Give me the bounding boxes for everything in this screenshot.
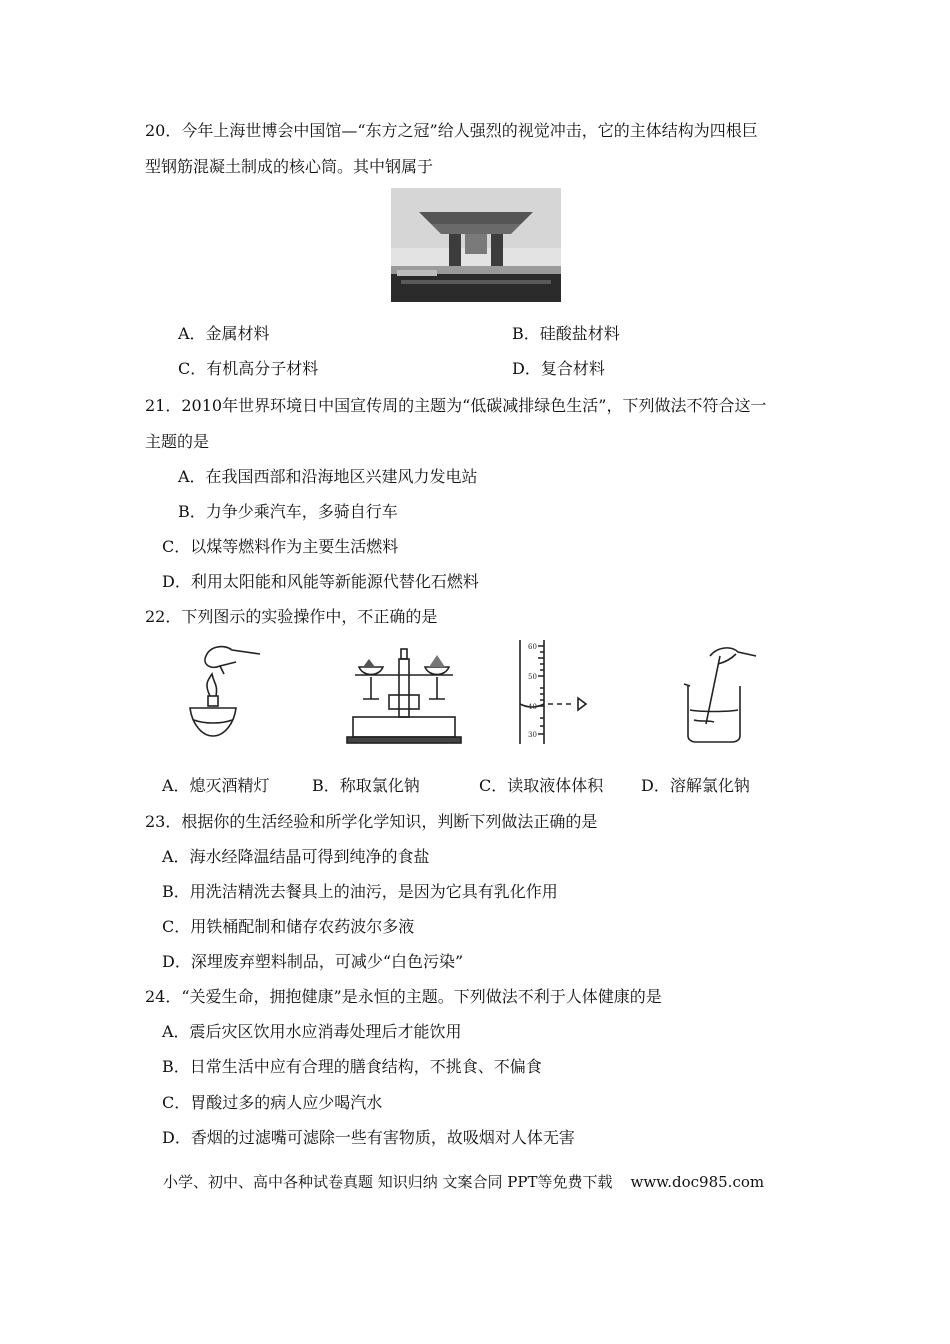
q21-option-c: C．以煤等燃料作为主要生活燃料 [162,537,399,556]
q20-option-d: D．复合材料 [512,359,605,378]
scale-tick-50: 50 [528,673,537,681]
footer-url[interactable]: www.doc985.com [630,1173,765,1191]
q23-stem: 23．根据你的生活经验和所学化学知识，判断下列做法正确的是 [145,812,598,831]
q24-option-b: B．日常生活中应有合理的膳食结构，不挑食、不偏食 [162,1057,542,1076]
q20-stem-line1: 20．今年上海世博会中国馆—“东方之冠”给人强烈的视觉冲击，它的主体结构为四根巨 [145,121,758,140]
q21-stem-line1: 21．2010年世界环境日中国宣传周的主题为“低碳减排绿色生活”，下列做法不符合这一 [145,396,767,415]
q23-option-a: A．海水经降温结晶可得到纯净的食盐 [162,847,430,866]
q24-option-c: C．胃酸过多的病人应少喝汽水 [162,1093,383,1112]
q23-option-c: C．用铁桶配制和储存农药波尔多液 [162,917,415,936]
china-pavilion-photo [391,188,561,302]
q21-option-b: B．力争少乘汽车，多骑自行车 [178,502,398,521]
q23-option-b: B．用洗洁精洗去餐具上的油污，是因为它具有乳化作用 [162,882,558,901]
balance-scale-icon [345,645,463,745]
q24-option-d: D．香烟的过滤嘴可滤除一些有害物质，故吸烟对人体无害 [162,1128,575,1147]
page-footer [163,1171,764,1192]
q22-option-d: D．溶解氯化钠 [641,776,750,795]
q20-option-b: B．硅酸盐材料 [512,324,620,343]
scale-tick-30: 30 [528,731,537,739]
q24-option-a: A．震后灾区饮用水应消毒处理后才能饮用 [162,1022,462,1041]
q21-option-d: D．利用太阳能和风能等新能源代替化石燃料 [162,572,479,591]
graduated-cylinder-icon [516,638,606,746]
q22-option-b: B．称取氯化钠 [312,776,420,795]
q22-stem: 22．下列图示的实验操作中，不正确的是 [145,607,438,626]
q22-option-a: A．熄灭酒精灯 [162,776,270,795]
q21-option-a: A．在我国西部和沿海地区兴建风力发电站 [178,467,478,486]
alcohol-lamp-icon [180,640,270,745]
q20-option-a: A．金属材料 [178,324,270,343]
q20-stem-line2: 型钢筋混凝土制成的核心筒。其中钢属于 [145,157,434,176]
q21-stem-line2: 主题的是 [145,432,210,451]
q24-stem: 24．“关爱生命，拥抱健康”是永恒的主题。下列做法不利于人体健康的是 [145,987,662,1006]
scale-tick-60: 60 [528,643,537,651]
q22-option-c: C．读取液体体积 [479,776,604,795]
scale-tick-40: 40 [528,703,537,711]
q23-option-d: D．深埋废弃塑料制品，可减少“白色污染” [162,952,464,971]
beaker-stirring-icon [680,638,760,744]
footer-text: 小学、初中、高中各种试卷真题 知识归纳 文案合同 PPT等免费下载 [163,1173,613,1191]
q20-option-c: C．有机高分子材料 [178,359,319,378]
